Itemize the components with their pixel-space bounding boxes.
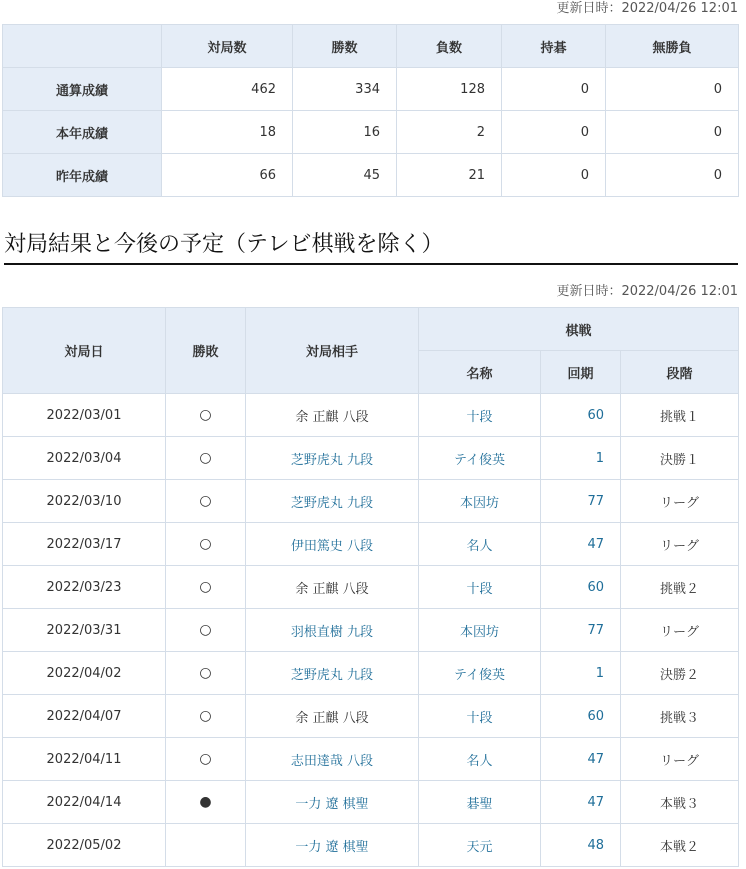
summary-cell: 0	[502, 68, 606, 111]
tournament-link[interactable]: 十段	[419, 394, 541, 437]
tournament-stage: リーグ	[621, 480, 739, 523]
header-result: 勝敗	[166, 308, 246, 394]
tournament-link[interactable]: 本因坊	[419, 609, 541, 652]
summary-cell: 128	[397, 68, 502, 111]
game-row	[3, 609, 739, 652]
tournament-link[interactable]: 碁聖	[419, 781, 541, 824]
tournament-stage: 決勝２	[621, 652, 739, 695]
summary-row	[3, 68, 739, 111]
tournament-link[interactable]: 十段	[419, 566, 541, 609]
summary-row-label: 昨年成績	[3, 154, 162, 197]
tournament-stage: 本戦２	[621, 824, 739, 867]
game-date: 2022/04/02	[3, 652, 166, 695]
game-date: 2022/03/01	[3, 394, 166, 437]
tournament-term: 48	[541, 824, 621, 867]
game-date: 2022/03/17	[3, 523, 166, 566]
game-row	[3, 437, 739, 480]
tournament-term: 77	[541, 480, 621, 523]
tournament-link[interactable]: 名人	[419, 523, 541, 566]
summary-cell: 21	[397, 154, 502, 197]
tournament-stage: 挑戦３	[621, 695, 739, 738]
game-row	[3, 652, 739, 695]
header-stage: 段階	[621, 351, 739, 394]
summary-cell: 334	[293, 68, 397, 111]
games-updated: 更新日時：2022/04/26 12:01	[556, 284, 738, 299]
game-row	[3, 781, 739, 824]
tournament-stage: リーグ	[621, 738, 739, 781]
tournament-stage: 挑戦１	[621, 394, 739, 437]
game-row	[3, 480, 739, 523]
game-date: 2022/04/07	[3, 695, 166, 738]
tournament-term: 1	[541, 652, 621, 695]
summary-cell: 45	[293, 154, 397, 197]
game-date: 2022/03/04	[3, 437, 166, 480]
games-section-title: 対局結果と今後の予定（テレビ棋戦を除く）	[4, 227, 738, 265]
header-name: 名称	[419, 351, 541, 394]
game-result-mark: ○	[166, 523, 246, 566]
tournament-term: 60	[541, 394, 621, 437]
opponent-name: 余 正麒 八段	[246, 695, 419, 738]
opponent-link[interactable]: 芝野虎丸 九段	[246, 480, 419, 523]
tournament-term: 47	[541, 523, 621, 566]
tournament-link[interactable]: 名人	[419, 738, 541, 781]
header-term: 回期	[541, 351, 621, 394]
summary-table	[2, 24, 739, 197]
games-table	[2, 307, 739, 867]
summary-updated: 更新日時：2022/04/26 12:01	[556, 1, 738, 16]
game-row	[3, 523, 739, 566]
game-result-mark: ○	[166, 394, 246, 437]
game-result-mark: ○	[166, 738, 246, 781]
game-row	[3, 738, 739, 781]
summary-header: 持碁	[502, 25, 606, 68]
tournament-link[interactable]: テイ俊英	[419, 652, 541, 695]
tournament-stage: 挑戦２	[621, 566, 739, 609]
summary-cell: 66	[162, 154, 293, 197]
game-result-mark: ●	[166, 781, 246, 824]
tournament-term: 60	[541, 566, 621, 609]
game-date: 2022/04/11	[3, 738, 166, 781]
summary-row-label: 本年成績	[3, 111, 162, 154]
opponent-link[interactable]: 羽根直樹 九段	[246, 609, 419, 652]
summary-row	[3, 154, 739, 197]
tournament-link[interactable]: テイ俊英	[419, 437, 541, 480]
summary-row-label: 通算成績	[3, 68, 162, 111]
opponent-name: 余 正麒 八段	[246, 394, 419, 437]
tournament-term: 47	[541, 781, 621, 824]
game-result-mark: ○	[166, 695, 246, 738]
tournament-link[interactable]: 本因坊	[419, 480, 541, 523]
game-result-mark: ○	[166, 480, 246, 523]
summary-header: 無勝負	[606, 25, 739, 68]
opponent-link[interactable]: 志田達哉 八段	[246, 738, 419, 781]
game-result-mark: ○	[166, 566, 246, 609]
game-date: 2022/04/14	[3, 781, 166, 824]
summary-cell: 18	[162, 111, 293, 154]
tournament-term: 47	[541, 738, 621, 781]
summary-cell: 462	[162, 68, 293, 111]
opponent-link[interactable]: 芝野虎丸 九段	[246, 652, 419, 695]
tournament-term: 77	[541, 609, 621, 652]
summary-cell: 0	[606, 154, 739, 197]
game-row	[3, 824, 739, 867]
game-date: 2022/03/10	[3, 480, 166, 523]
summary-cell: 0	[502, 154, 606, 197]
summary-header: 対局数	[162, 25, 293, 68]
game-result-mark: ○	[166, 437, 246, 480]
tournament-stage: リーグ	[621, 609, 739, 652]
game-result-mark: ○	[166, 609, 246, 652]
game-date: 2022/03/31	[3, 609, 166, 652]
opponent-link[interactable]: 芝野虎丸 九段	[246, 437, 419, 480]
summary-cell: 2	[397, 111, 502, 154]
summary-cell: 16	[293, 111, 397, 154]
game-row	[3, 695, 739, 738]
tournament-stage: リーグ	[621, 523, 739, 566]
summary-cell: 0	[606, 68, 739, 111]
summary-header: 負数	[397, 25, 502, 68]
game-date: 2022/05/02	[3, 824, 166, 867]
tournament-stage: 本戦３	[621, 781, 739, 824]
tournament-term: 1	[541, 437, 621, 480]
game-date: 2022/03/23	[3, 566, 166, 609]
game-result-mark: ○	[166, 652, 246, 695]
summary-row	[3, 111, 739, 154]
game-row	[3, 566, 739, 609]
summary-corner	[3, 25, 162, 68]
header-date: 対局日	[3, 308, 166, 394]
tournament-link[interactable]: 天元	[419, 824, 541, 867]
opponent-link[interactable]: 一力 遼 棋聖	[246, 781, 419, 824]
summary-header: 勝数	[293, 25, 397, 68]
summary-cell: 0	[502, 111, 606, 154]
game-row	[3, 394, 739, 437]
opponent-link[interactable]: 伊田篤史 八段	[246, 523, 419, 566]
tournament-stage: 決勝１	[621, 437, 739, 480]
opponent-link[interactable]: 一力 遼 棋聖	[246, 824, 419, 867]
tournament-term: 60	[541, 695, 621, 738]
header-opponent: 対局相手	[246, 308, 419, 394]
header-tournament: 棋戦	[419, 308, 739, 351]
opponent-name: 余 正麒 八段	[246, 566, 419, 609]
game-result-mark	[166, 824, 246, 867]
tournament-link[interactable]: 十段	[419, 695, 541, 738]
summary-cell: 0	[606, 111, 739, 154]
